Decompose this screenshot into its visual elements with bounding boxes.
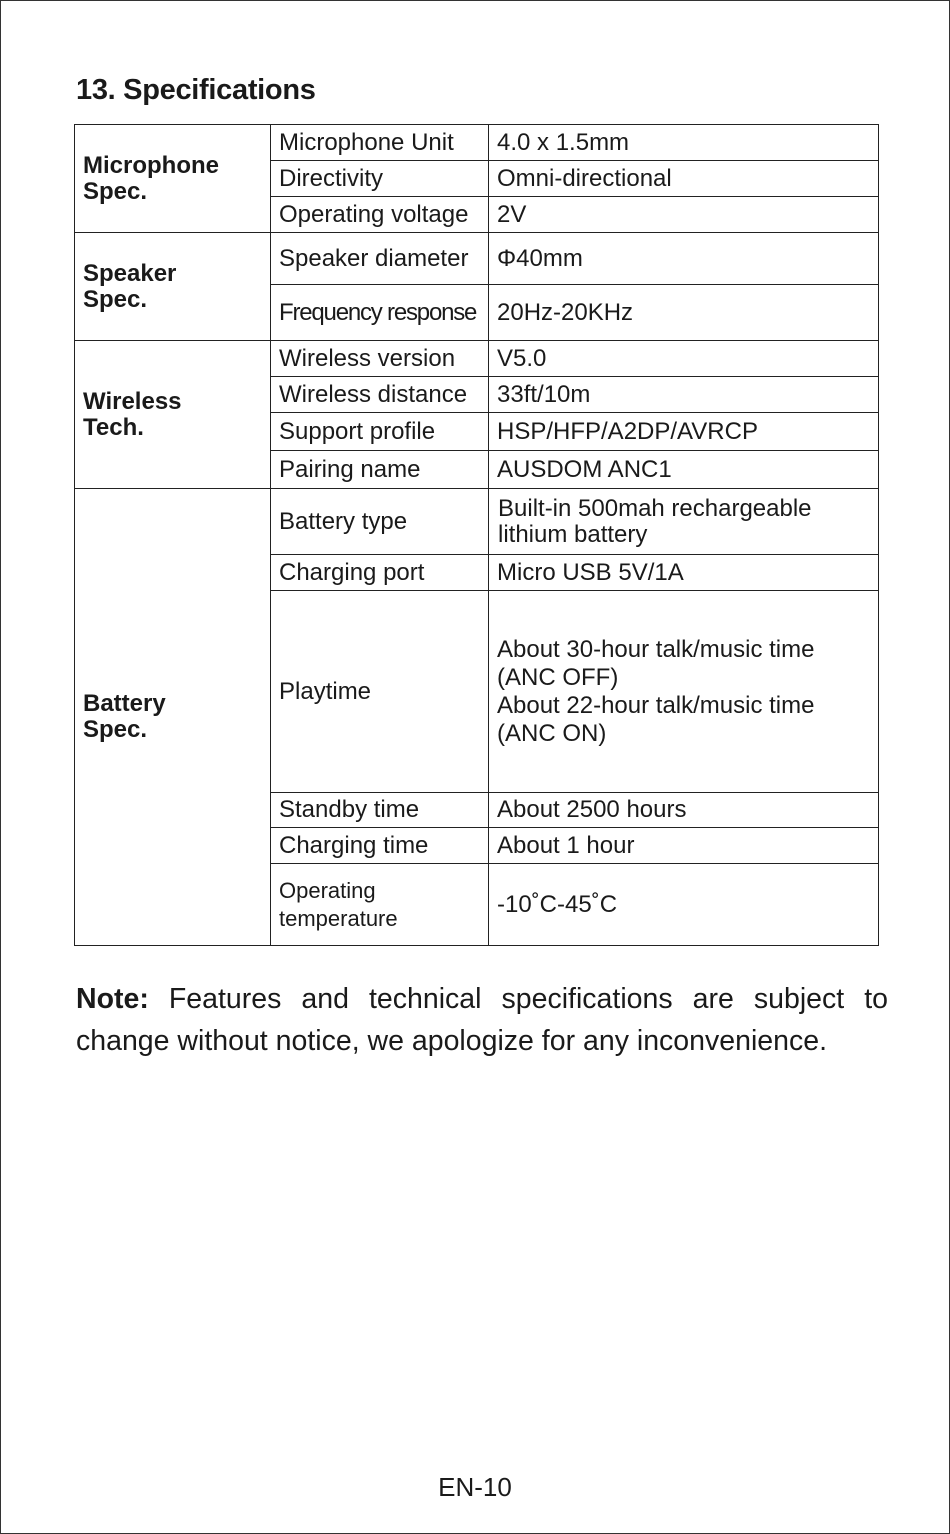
- spec-value-line: Built-in 500mah rechargeable: [498, 494, 812, 522]
- group-name-line: Wireless: [83, 387, 182, 415]
- spec-label: Charging time: [271, 828, 489, 864]
- table-row: [75, 125, 879, 161]
- spec-label: Pairing name: [271, 451, 489, 489]
- spec-value: 2V: [489, 197, 879, 233]
- spec-label: Charging port: [271, 555, 489, 591]
- spec-value-line: lithium battery: [498, 520, 648, 548]
- specifications-table: [74, 124, 879, 946]
- spec-value: 20Hz-20KHz: [489, 285, 879, 341]
- spec-label: Speaker diameter: [271, 233, 489, 285]
- group-name-line: Tech.: [83, 413, 144, 441]
- spec-value-line: About 22-hour talk/music time: [497, 691, 815, 719]
- spec-label-line: temperature: [279, 905, 398, 931]
- group-microphone: [75, 125, 271, 233]
- note-text: Features and technical specifications are subject to change without notice, we apologize for any inconvenience.: [76, 983, 888, 1057]
- spec-value: 33ft/10m: [489, 377, 879, 413]
- spec-value: [489, 489, 879, 555]
- spec-label: Directivity: [271, 161, 489, 197]
- group-battery: [75, 489, 271, 946]
- spec-label: Operating voltage: [271, 197, 489, 233]
- section-title: 13. Specifications: [76, 74, 316, 106]
- spec-label: Support profile: [271, 413, 489, 451]
- table-row: [75, 341, 879, 377]
- spec-value: About 1 hour: [489, 828, 879, 864]
- group-name-line: Spec.: [83, 285, 148, 313]
- group-name-line: Spec.: [83, 716, 148, 743]
- spec-value-line: (ANC OFF): [497, 663, 619, 691]
- spec-label: Standby time: [271, 793, 489, 828]
- spec-value: Micro USB 5V/1A: [489, 555, 879, 591]
- spec-label: [271, 864, 489, 946]
- table-row: [75, 489, 879, 555]
- spec-value: 4.0 x 1.5mm: [489, 125, 879, 161]
- group-name-line: Battery: [83, 690, 166, 717]
- spec-value-line: About 30-hour talk/music time: [497, 635, 815, 663]
- spec-value: About 2500 hours: [489, 793, 879, 828]
- page-number: EN-10: [438, 1472, 512, 1502]
- spec-label: Frequency response: [271, 285, 489, 341]
- spec-label-line: Operating: [279, 877, 376, 903]
- spec-value: V5.0: [489, 341, 879, 377]
- group-name-line: Speaker: [83, 259, 177, 287]
- spec-value-line: (ANC ON): [497, 719, 607, 747]
- table-row: [75, 233, 879, 285]
- spec-label: Wireless distance: [271, 377, 489, 413]
- spec-value: Omni-directional: [489, 161, 879, 197]
- spec-value: HSP/HFP/A2DP/AVRCP: [489, 413, 879, 451]
- spec-label: Battery type: [271, 489, 489, 555]
- spec-label: Microphone Unit: [271, 125, 489, 161]
- group-speaker: [75, 233, 271, 341]
- note-paragraph: [76, 978, 888, 1062]
- group-wireless: [75, 341, 271, 489]
- spec-value: -10˚C-45˚C: [489, 864, 879, 946]
- group-name-line: Microphone: [83, 151, 219, 179]
- spec-value: Φ40mm: [489, 233, 879, 285]
- note-label: Note:: [76, 983, 149, 1015]
- spec-value: [489, 591, 879, 793]
- group-name-line: Spec.: [83, 177, 148, 205]
- spec-value: AUSDOM ANC1: [489, 451, 879, 489]
- spec-label: Playtime: [271, 591, 489, 793]
- spec-label: Wireless version: [271, 341, 489, 377]
